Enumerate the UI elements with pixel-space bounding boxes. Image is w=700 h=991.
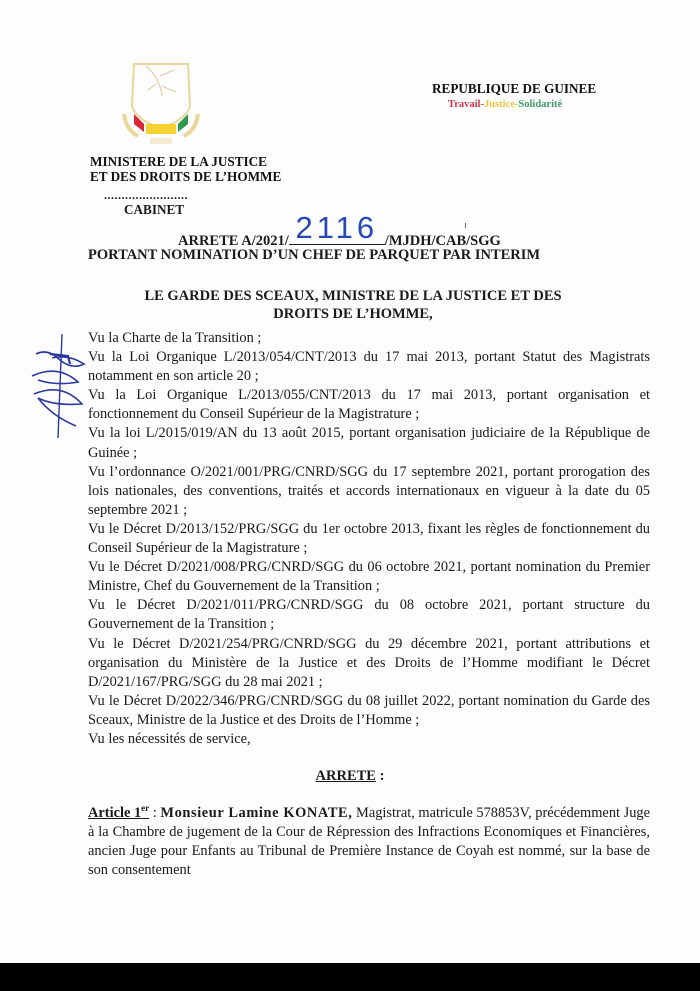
republic-name: REPUBLIQUE DE GUINEE [432, 81, 597, 96]
handwritten-signature-icon [28, 334, 90, 442]
visa-item: Vu la Charte de la Transition ; [88, 330, 262, 346]
visa-item: Vu le Décret D/2021/011/PRG/CNRD/SGG du 08 octobre 2021, portant structure du Gouvernement de la Transition ; [88, 597, 650, 633]
issuing-authority [108, 287, 598, 323]
article-label-sup: er [141, 803, 150, 813]
visa-item: Vu la loi L/2015/019/AN du 13 août 2015, portant organisation judiciaire de la République de Guinée ; [88, 425, 650, 461]
arrete-heading-label: ARRETE [315, 768, 376, 784]
national-motto [448, 99, 562, 110]
appointee-name: Monsieur Lamine KONATE, [160, 804, 353, 821]
visa-item: Vu le Décret D/2013/152/PRG/SGG du 1er octobre 2013, fixant les règles de fonctionnement du Conseil Supérieur de la Magistrature ; [88, 520, 650, 557]
arrete-number: 2116 [295, 210, 379, 245]
ministry-name [90, 154, 281, 184]
article-1-body: Magistrat, matricule 578853V, précédemment Juge à la Chambre de jugement de la Cour de Répression des Infractions Economiques et Financières, ancien Juge pour Enfants au Tribunal de Première Instance de Coyah est nommé, sur la base de son consentement [88, 804, 651, 879]
document-title: PORTANT NOMINATION D’UN CHEF DE PARQUET PAR INTERIM [88, 247, 541, 263]
motto-separator: - [480, 99, 484, 110]
visa-item: Vu le Décret D/2021/254/PRG/CNRD/SGG du 29 décembre 2021, portant attributions et organisation du Ministère de la Justice et des Droits de l’Homme modifiant le Décret D/2021/167/PRG/SGG du 28 mai 2021 ; [88, 635, 650, 690]
visa-item: Vu le Décret D/2022/346/PRG/CNRD/SGG du 08 juillet 2022, portant nomination du Garde des Sceaux, Ministre de la Justice et des Droits de l’Homme ; [88, 692, 650, 728]
visa-item: Vu l’ordonnance O/2021/001/PRG/CNRD/SGG du 17 septembre 2021, portant prorogation des lois nationales, des conventions, traités et accords internationaux en vigueur à la date du 05 septembre 2021 ; [88, 463, 650, 518]
motto-justice: Justice [483, 99, 515, 110]
cabinet-label: CABINET [124, 202, 185, 217]
ministry-line-2: ET DES DROITS DE L’HOMME [90, 169, 282, 184]
arrete-suffix: /MJDH/CAB/SGG [384, 233, 501, 249]
article-label-text: Article 1 [88, 804, 142, 821]
separator-dots: ........................ [104, 188, 188, 202]
arrete-heading [0, 768, 700, 785]
visa-item: Vu la Loi Organique L/2013/054/CNT/2013 du 17 mai 2013, portant Statut des Magistrats notamment en son article 20 ; [88, 349, 650, 385]
ministry-line-1: MINISTERE DE LA JUSTICE [90, 154, 267, 169]
authority-line-1: LE GARDE DES SCEAUX, MINISTRE DE LA JUSTICE ET DES [144, 288, 562, 304]
visa-item: Vu le Décret D/2021/008/PRG/CNRD/SGG du 06 octobre 2021, portant nomination du Premier Ministre, Chef du Gouvernement de la Transition ; [88, 559, 650, 595]
arrete-heading-colon: : [375, 768, 385, 784]
arrete-number-field [289, 210, 385, 245]
authority-line-2: DROITS DE L’HOMME, [273, 306, 433, 322]
visa-item: Vu la Loi Organique L/2013/055/CNT/2013 du 17 mai 2013, portant organisation et fonctionnement du Conseil Supérieur de la Magistrature ; [88, 387, 650, 423]
visas-list [88, 329, 650, 749]
visa-item: Vu les nécessités de service, [88, 730, 251, 747]
article-colon: : [149, 804, 161, 821]
motto-solidarite: Solidarité [518, 99, 563, 110]
arrete-prefix: ARRETE A/2021/ [178, 233, 289, 249]
motto-separator: - [514, 99, 519, 110]
motto-travail: Travail [448, 99, 481, 110]
guinea-coat-of-arms-icon [116, 56, 206, 148]
article-1 [88, 799, 650, 880]
article-1-label [88, 805, 149, 821]
